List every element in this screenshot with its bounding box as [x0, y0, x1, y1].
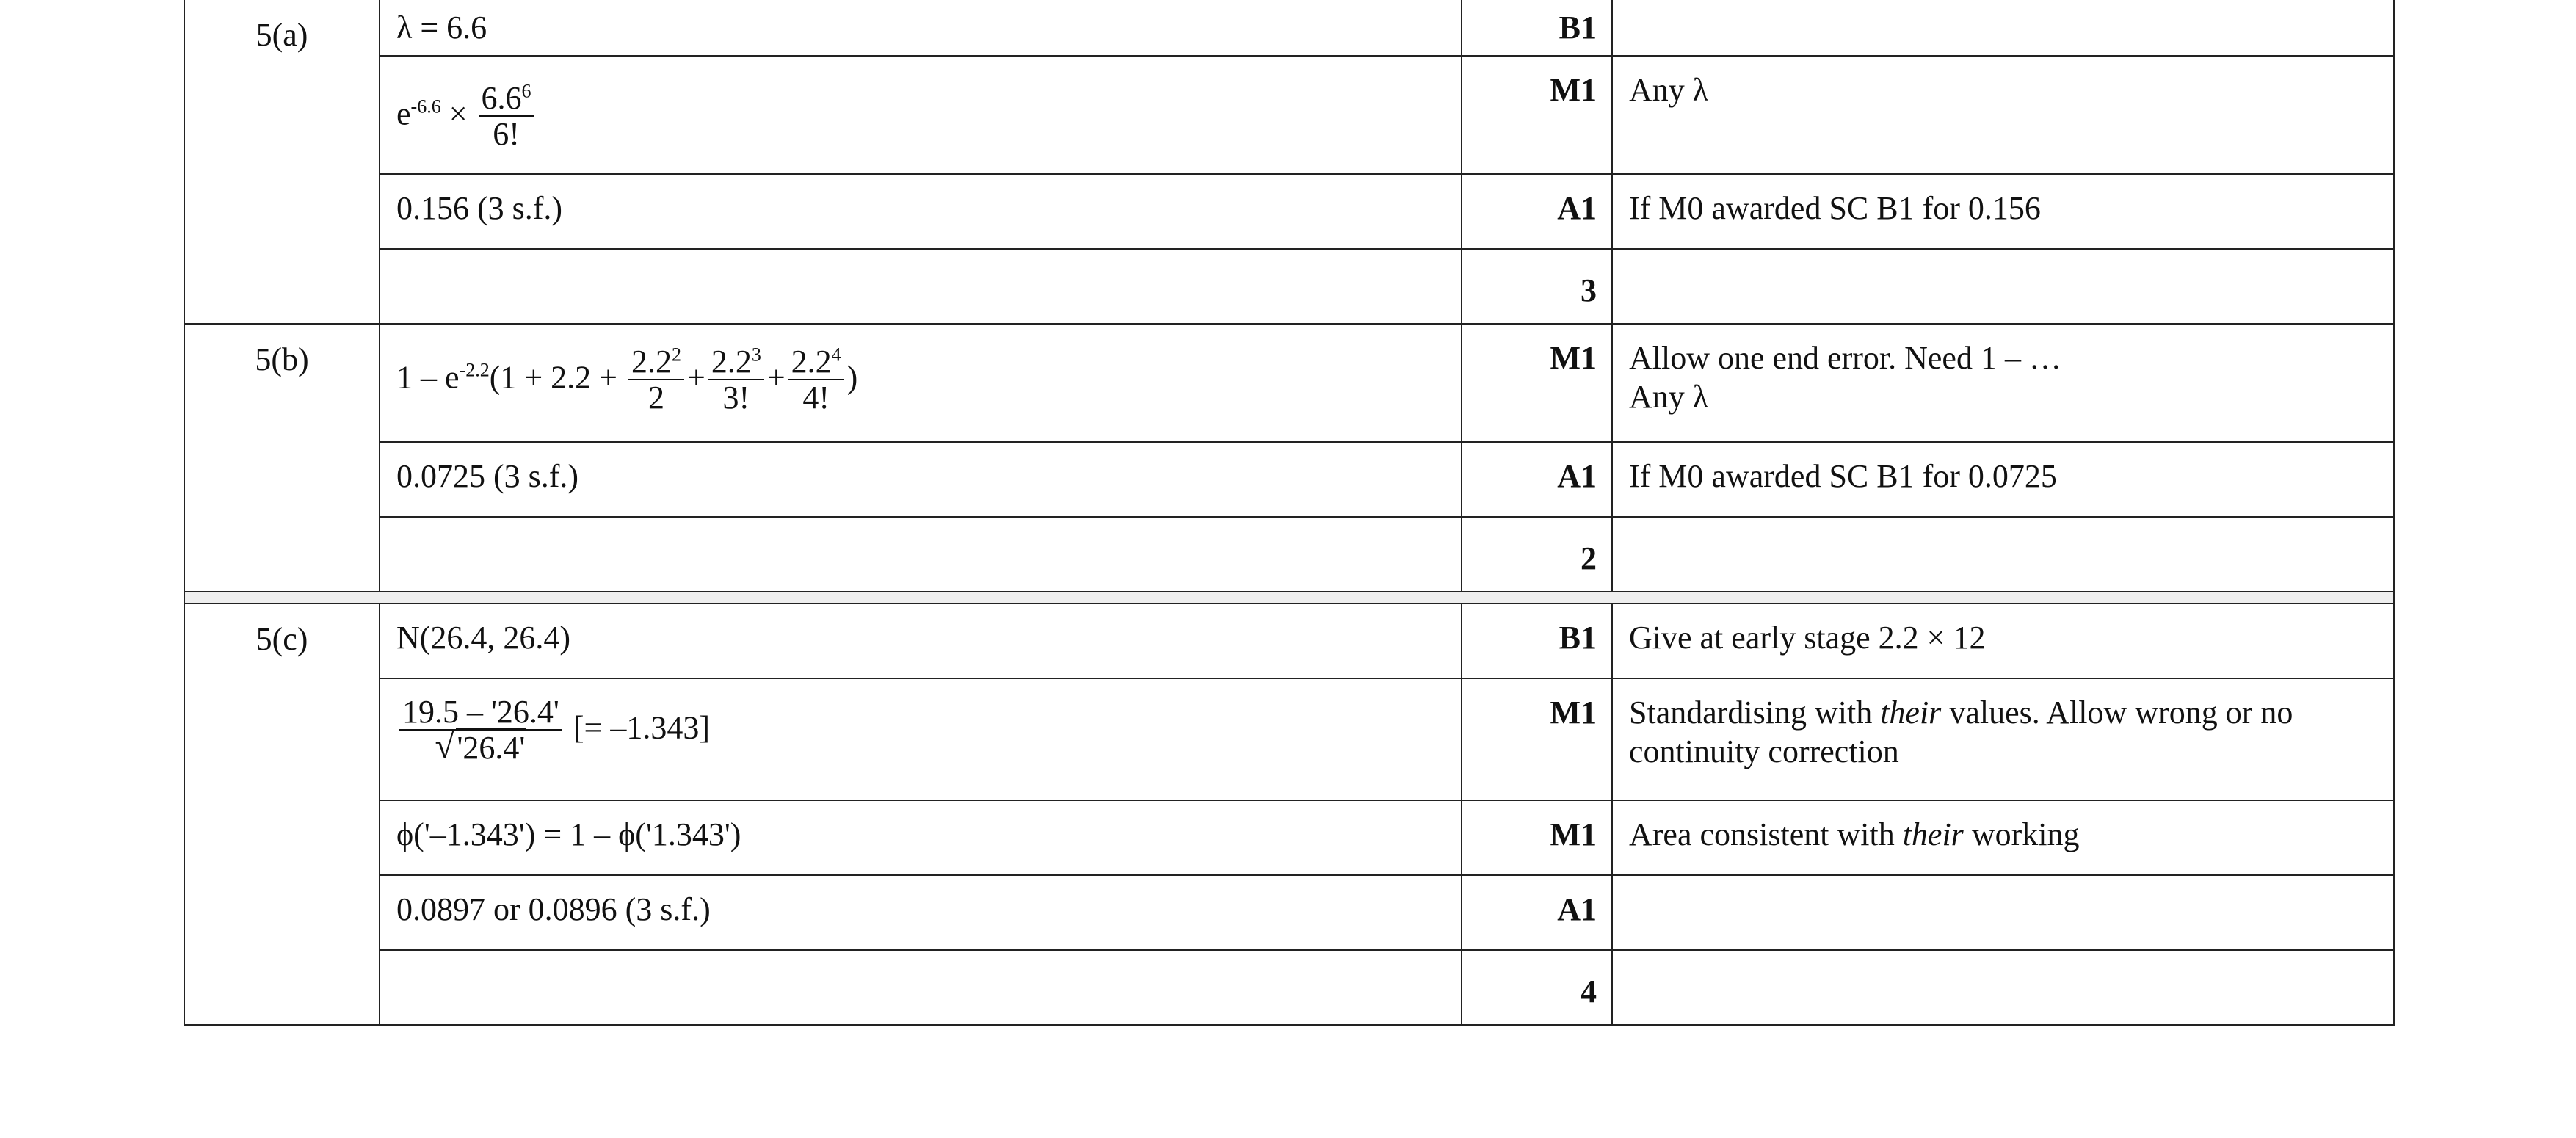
table-row — [184, 442, 2394, 517]
guidance-cell — [1612, 249, 2394, 324]
working-cell — [380, 56, 1462, 174]
section-divider — [184, 592, 2394, 604]
table-row — [184, 56, 2394, 174]
mark-cell: B1 — [1462, 0, 1612, 56]
mark-cell: A1 — [1462, 875, 1612, 950]
table-row — [184, 678, 2394, 800]
fraction: $\frac{2.2^4}{4!}$ — [788, 345, 844, 416]
mark-cell: B1 — [1462, 604, 1612, 678]
working-cell: λ = 6.6 — [380, 0, 1462, 56]
guidance-cell — [1612, 875, 2394, 950]
guidance-cell: Give at early stage 2.2 × 12 — [1612, 604, 2394, 678]
mark-cell: A1 — [1462, 442, 1612, 517]
question-number: 5(a) — [184, 0, 380, 324]
total-marks: 4 — [1462, 950, 1612, 1025]
fraction-denominator: 6! — [493, 116, 520, 153]
working-cell: 0.0725 (3 s.f.) — [380, 442, 1462, 517]
fraction: $\frac{2.2^3}{3!}$ — [708, 345, 764, 416]
working-cell — [380, 950, 1462, 1025]
mark-scheme-table — [184, 0, 2395, 1026]
guidance-cell: Area consistent with their working — [1612, 800, 2394, 875]
table-row — [184, 604, 2394, 678]
working-cell: 19.5 – '26.4' √ '26.4' [= –1.343] — [380, 678, 1462, 800]
square-root: √ '26.4' — [435, 727, 526, 766]
mark-cell: M1 — [1462, 800, 1612, 875]
table-row — [184, 0, 2394, 56]
total-marks: 3 — [1462, 249, 1612, 324]
question-number: 5(c) — [184, 604, 380, 1025]
fraction: 19.5 – '26.4' √ '26.4' — [399, 695, 562, 766]
guidance-cell — [1612, 0, 2394, 56]
guidance-cell: If M0 awarded SC B1 for 0.156 — [1612, 174, 2394, 249]
times-sign: × — [449, 95, 468, 132]
table-row — [184, 174, 2394, 249]
table-row — [184, 249, 2394, 324]
table-row — [184, 517, 2394, 592]
working-cell: $1 - e^{-2.2}(1 + 2.2$ + $\frac{2.2^2}{2}$ + $\frac{2.2^3}{3!}$ + $\frac{2.2^4}{4!}$ ) — [380, 324, 1462, 442]
fraction — [479, 81, 534, 153]
mark-cell: M1 — [1462, 678, 1612, 800]
working-cell — [380, 517, 1462, 592]
working-cell: 0.156 (3 s.f.) — [380, 174, 1462, 249]
guidance-cell: If M0 awarded SC B1 for 0.0725 — [1612, 442, 2394, 517]
working-cell: 0.0897 or 0.0896 (3 s.f.) — [380, 875, 1462, 950]
working-cell: N(26.4, 26.4) — [380, 604, 1462, 678]
fraction-numerator: $6.6^6$ — [479, 81, 534, 117]
guidance-cell: Any λ — [1612, 56, 2394, 174]
mark-cell: M1 — [1462, 324, 1612, 442]
guidance-cell: Standardising with their values. Allow wrong or no continuity correction — [1612, 678, 2394, 800]
working-cell: ϕ('–1.343') = 1 – ϕ('1.343') — [380, 800, 1462, 875]
mark-cell: A1 — [1462, 174, 1612, 249]
working-cell — [380, 249, 1462, 324]
exponent: -6.6 — [410, 95, 441, 117]
fraction: $\frac{2.2^2}{2}$ — [628, 345, 684, 416]
table-row — [184, 800, 2394, 875]
guidance-cell — [1612, 517, 2394, 592]
total-marks: 2 — [1462, 517, 1612, 592]
exp-base: e — [396, 95, 411, 132]
table-row — [184, 324, 2394, 442]
question-number: 5(b) — [184, 324, 380, 592]
table-row — [184, 875, 2394, 950]
guidance-cell — [1612, 950, 2394, 1025]
guidance-cell: Allow one end error. Need 1 – … Any λ — [1612, 324, 2394, 442]
table-row — [184, 950, 2394, 1025]
mark-cell: M1 — [1462, 56, 1612, 174]
